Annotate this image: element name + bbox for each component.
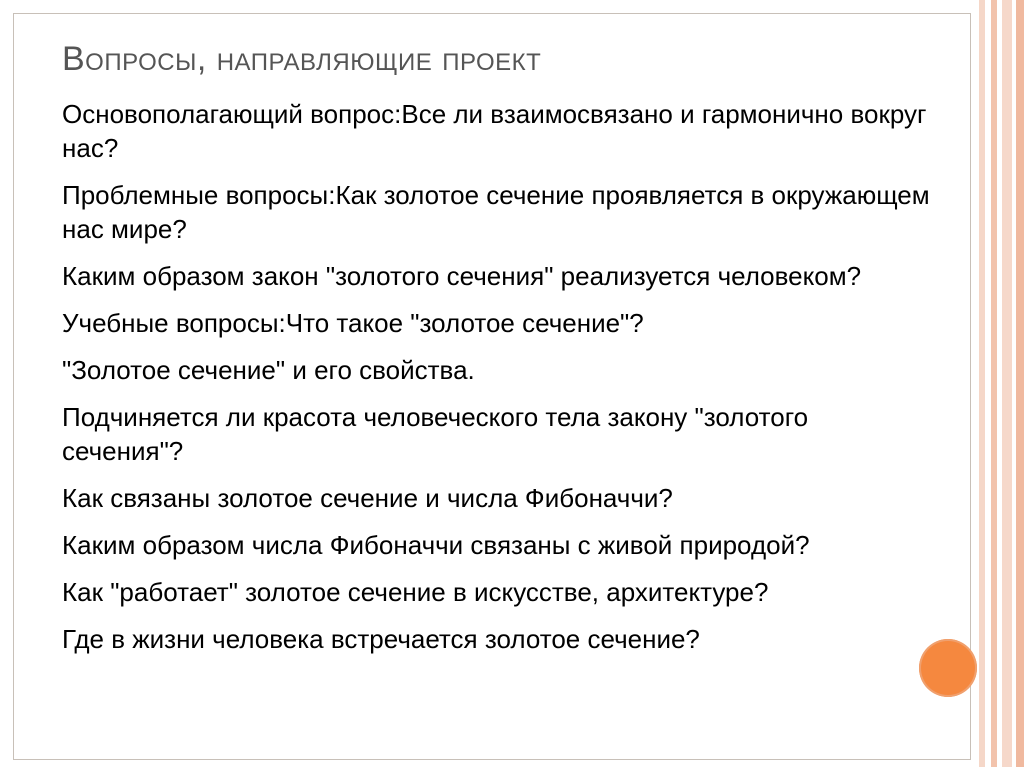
list-item: Где в жизни человека встречается золотое сечение? xyxy=(62,624,700,654)
list-item: Основополагающий вопрос:Все ли взаимосвязано и гармонично вокруг нас? xyxy=(62,99,927,163)
list-item: Проблемные вопросы:Как золотое сечение проявляется в окружающем нас мире? xyxy=(62,180,930,244)
list-item: Как "работает" золотое сечение в искусстве, архитектуре? xyxy=(62,577,769,607)
list-item: Учебные вопросы:Что такое "золотое сечение"? xyxy=(62,308,644,338)
list-item: "Золотое сечение" и его свойства. xyxy=(62,355,475,385)
decorative-stripes xyxy=(972,0,1024,767)
stripe xyxy=(991,0,997,767)
orange-circle-decoration xyxy=(919,639,977,697)
stripe xyxy=(1016,0,1024,767)
stripe xyxy=(1002,0,1012,767)
stripe xyxy=(979,0,985,767)
list-item: Каким образом числа Фибоначчи связаны с живой природой? xyxy=(62,530,810,560)
list-item: Как связаны золотое сечение и числа Фибоначчи? xyxy=(62,483,673,513)
list-item: Каким образом закон "золотого сечения" реализуется человеком? xyxy=(62,261,862,291)
question-list xyxy=(62,97,932,669)
slide-title: Вопросы, направляющие проект xyxy=(62,40,542,78)
list-item: Подчиняется ли красота человеческого тела закону "золотого сечения"? xyxy=(62,402,809,466)
